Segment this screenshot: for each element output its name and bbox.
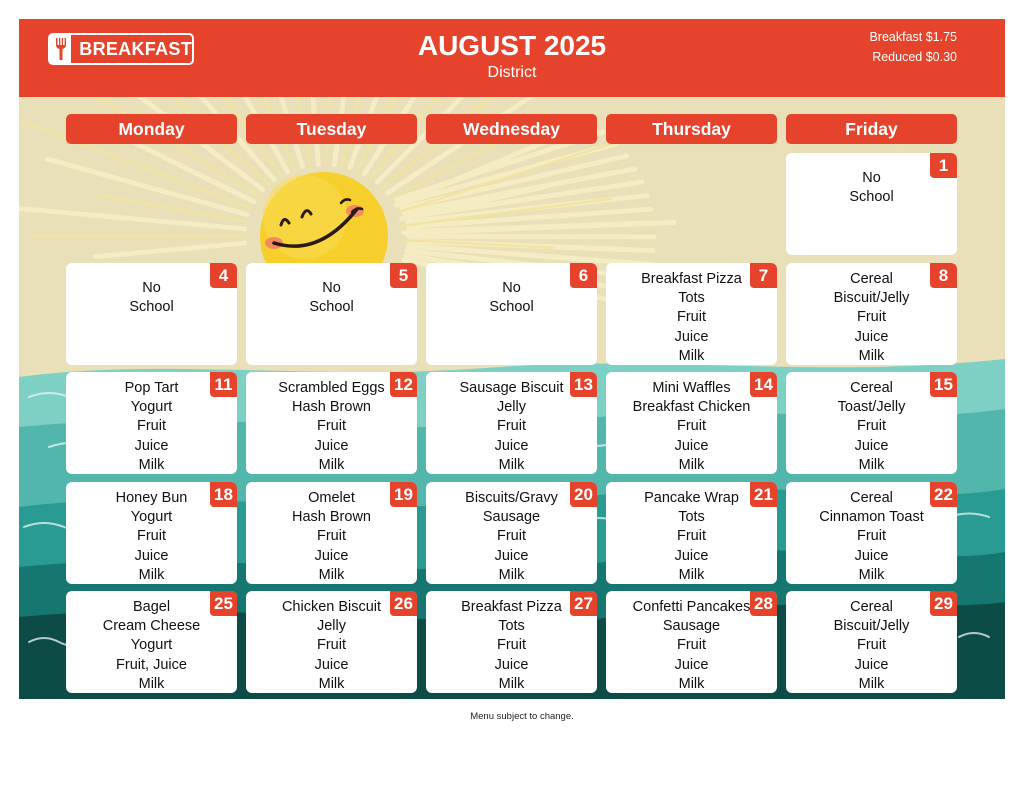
menu-item: Yogurt xyxy=(130,399,173,416)
menu-item: Milk xyxy=(498,456,525,473)
day-cell xyxy=(606,482,777,584)
menu-item: Juice xyxy=(854,547,889,564)
day-number-badge: 5 xyxy=(390,263,417,288)
weekday-header-friday: Friday xyxy=(786,114,957,144)
menu-item: Milk xyxy=(498,675,525,692)
day-number-badge: 1 xyxy=(930,153,957,178)
menu-item: Confetti Pancakes xyxy=(632,599,751,615)
menu-item: Juice xyxy=(314,656,349,673)
menu-item: No xyxy=(862,170,881,186)
menu-item: Milk xyxy=(318,456,345,473)
day-number-badge: 25 xyxy=(210,591,237,616)
menu-item: Milk xyxy=(678,566,705,583)
menu-item: Juice xyxy=(674,328,709,345)
menu-item: Bagel xyxy=(132,599,171,615)
menu-item: No xyxy=(502,280,521,296)
day-cell xyxy=(426,591,597,693)
menu-item: Fruit xyxy=(317,418,346,435)
logo-label: BREAKFAST xyxy=(79,38,192,59)
weekday-header-monday: Monday xyxy=(66,114,237,144)
menu-item: Fruit xyxy=(137,418,166,435)
menu-items xyxy=(606,379,777,475)
menu-items xyxy=(606,270,777,366)
menu-item: Fruit xyxy=(857,309,886,326)
menu-item: Fruit xyxy=(857,418,886,435)
menu-item: Fruit xyxy=(137,528,166,545)
footer-note: Menu subject to change. xyxy=(470,711,574,722)
menu-item: Fruit xyxy=(677,309,706,326)
menu-items xyxy=(246,598,417,694)
menu-item: Milk xyxy=(858,675,885,692)
menu-item: Biscuit/Jelly xyxy=(833,618,910,635)
menu-item: Juice xyxy=(674,437,709,454)
day-cell xyxy=(786,263,957,365)
menu-item: Cereal xyxy=(850,490,893,506)
fork-icon xyxy=(50,35,71,63)
menu-items xyxy=(66,598,237,694)
menu-items xyxy=(786,598,957,694)
day-cell xyxy=(66,263,237,365)
menu-sheet xyxy=(19,19,1005,699)
day-cell xyxy=(426,372,597,474)
day-number-badge: 14 xyxy=(750,372,777,397)
menu-item: Tots xyxy=(678,509,705,526)
menu-items xyxy=(246,489,417,585)
menu-items xyxy=(606,489,777,585)
price-list xyxy=(869,28,957,67)
menu-item: Milk xyxy=(498,566,525,583)
menu-items xyxy=(426,279,597,317)
menu-items xyxy=(786,270,957,366)
day-cell xyxy=(246,372,417,474)
day-number-badge: 13 xyxy=(570,372,597,397)
menu-item: Juice xyxy=(494,547,529,564)
day-number-badge: 19 xyxy=(390,482,417,507)
menu-item: Juice xyxy=(494,437,529,454)
menu-item: Juice xyxy=(854,328,889,345)
day-cell xyxy=(66,591,237,693)
menu-item: Fruit xyxy=(317,637,346,654)
weekday-header-tuesday: Tuesday xyxy=(246,114,417,144)
menu-item: Fruit xyxy=(497,418,526,435)
menu-item: Milk xyxy=(858,347,885,364)
menu-item: Cinnamon Toast xyxy=(819,509,924,526)
menu-item: Jelly xyxy=(316,618,346,635)
menu-item: Yogurt xyxy=(130,509,173,526)
menu-item: Mini Waffles xyxy=(652,380,731,396)
menu-item: Cereal xyxy=(850,380,893,396)
menu-item: Fruit xyxy=(677,418,706,435)
menu-item: Juice xyxy=(314,547,349,564)
day-number-badge: 27 xyxy=(570,591,597,616)
menu-item: Honey Bun xyxy=(115,490,188,506)
menu-item: Sausage xyxy=(482,509,541,526)
page-subtitle: District xyxy=(487,64,537,81)
day-number-badge: 11 xyxy=(210,372,237,397)
menu-item: Fruit, Juice xyxy=(116,656,187,673)
day-cell xyxy=(606,372,777,474)
menu-items xyxy=(426,598,597,694)
day-cell xyxy=(246,591,417,693)
menu-item: Milk xyxy=(318,566,345,583)
menu-items xyxy=(426,379,597,475)
menu-item: No xyxy=(142,280,161,296)
menu-item: School xyxy=(849,189,894,206)
day-cell xyxy=(246,482,417,584)
menu-item: Breakfast Pizza xyxy=(641,271,742,287)
calendar-area xyxy=(19,97,1005,699)
menu-item: Sausage xyxy=(662,618,721,635)
menu-items xyxy=(426,489,597,585)
day-cell xyxy=(66,372,237,474)
menu-item: Milk xyxy=(318,675,345,692)
menu-items xyxy=(66,279,237,317)
day-number-badge: 12 xyxy=(390,372,417,397)
menu-item: Fruit xyxy=(677,528,706,545)
menu-item: Cereal xyxy=(850,599,893,615)
day-cell xyxy=(426,263,597,365)
menu-item: Milk xyxy=(858,566,885,583)
breakfast-logo xyxy=(48,33,194,65)
day-cell xyxy=(606,263,777,365)
menu-item: Yogurt xyxy=(130,637,173,654)
menu-item: School xyxy=(129,299,174,316)
title-block xyxy=(362,29,662,83)
menu-item: Pop Tart xyxy=(124,380,179,396)
day-number-badge: 28 xyxy=(750,591,777,616)
menu-item: Fruit xyxy=(857,637,886,654)
menu-item: Milk xyxy=(138,675,165,692)
menu-item: Hash Brown xyxy=(292,509,371,526)
menu-item: Sausage Biscuit xyxy=(459,380,564,396)
menu-item: Fruit xyxy=(497,637,526,654)
day-cell xyxy=(786,372,957,474)
menu-item: Breakfast Chicken xyxy=(632,399,751,416)
menu-item: Cereal xyxy=(850,271,893,287)
menu-item: Juice xyxy=(134,547,169,564)
day-number-badge: 29 xyxy=(930,591,957,616)
day-number-badge: 15 xyxy=(930,372,957,397)
menu-item: Tots xyxy=(678,290,705,307)
day-number-badge: 18 xyxy=(210,482,237,507)
menu-item: Milk xyxy=(138,456,165,473)
header-banner xyxy=(19,19,1005,97)
day-number-badge: 22 xyxy=(930,482,957,507)
menu-item: No xyxy=(322,280,341,296)
menu-items xyxy=(246,279,417,317)
day-cell xyxy=(66,482,237,584)
menu-item: Fruit xyxy=(677,637,706,654)
menu-item: Milk xyxy=(678,675,705,692)
day-cell xyxy=(246,263,417,365)
menu-item: Milk xyxy=(678,456,705,473)
day-cell xyxy=(426,482,597,584)
menu-item: Biscuit/Jelly xyxy=(833,290,910,307)
menu-item: Milk xyxy=(858,456,885,473)
menu-item: Juice xyxy=(854,656,889,673)
day-cell xyxy=(786,153,957,255)
menu-item: School xyxy=(309,299,354,316)
day-number-badge: 7 xyxy=(750,263,777,288)
weekday-header-thursday: Thursday xyxy=(606,114,777,144)
day-number-badge: 4 xyxy=(210,263,237,288)
menu-items xyxy=(606,598,777,694)
day-cell xyxy=(786,591,957,693)
menu-item: Juice xyxy=(494,656,529,673)
day-cell xyxy=(606,591,777,693)
menu-item: Omelet xyxy=(308,490,355,506)
menu-items xyxy=(786,169,957,207)
weekday-header-wednesday: Wednesday xyxy=(426,114,597,144)
menu-item: Juice xyxy=(674,547,709,564)
menu-item: Jelly xyxy=(496,399,526,416)
menu-item: Fruit xyxy=(497,528,526,545)
menu-item: Scrambled Eggs xyxy=(278,380,385,396)
day-number-badge: 6 xyxy=(570,263,597,288)
menu-item: Breakfast Pizza xyxy=(461,599,562,615)
menu-item: Fruit xyxy=(317,528,346,545)
price-breakfast: Breakfast $1.75 xyxy=(869,30,957,44)
menu-item: School xyxy=(489,299,534,316)
menu-item: Chicken Biscuit xyxy=(281,599,382,615)
menu-items xyxy=(786,489,957,585)
menu-item: Pancake Wrap xyxy=(644,490,739,506)
menu-items xyxy=(246,379,417,475)
menu-item: Juice xyxy=(134,437,169,454)
menu-items xyxy=(66,379,237,475)
page-title: AUGUST 2025 xyxy=(417,30,607,61)
menu-item: Tots xyxy=(498,618,525,635)
menu-item: Juice xyxy=(674,656,709,673)
menu-item: Biscuits/Gravy xyxy=(465,490,558,506)
menu-item: Toast/Jelly xyxy=(837,399,906,416)
day-number-badge: 8 xyxy=(930,263,957,288)
menu-items xyxy=(66,489,237,585)
day-number-badge: 21 xyxy=(750,482,777,507)
menu-item: Juice xyxy=(314,437,349,454)
price-reduced: Reduced $0.30 xyxy=(872,49,957,64)
menu-item: Milk xyxy=(138,566,165,583)
day-number-badge: 20 xyxy=(570,482,597,507)
menu-item: Fruit xyxy=(857,528,886,545)
day-cell xyxy=(786,482,957,584)
menu-item: Hash Brown xyxy=(292,399,371,416)
menu-item: Cream Cheese xyxy=(102,618,201,635)
menu-item: Milk xyxy=(678,347,705,364)
menu-items xyxy=(786,379,957,475)
menu-item: Juice xyxy=(854,437,889,454)
day-number-badge: 26 xyxy=(390,591,417,616)
